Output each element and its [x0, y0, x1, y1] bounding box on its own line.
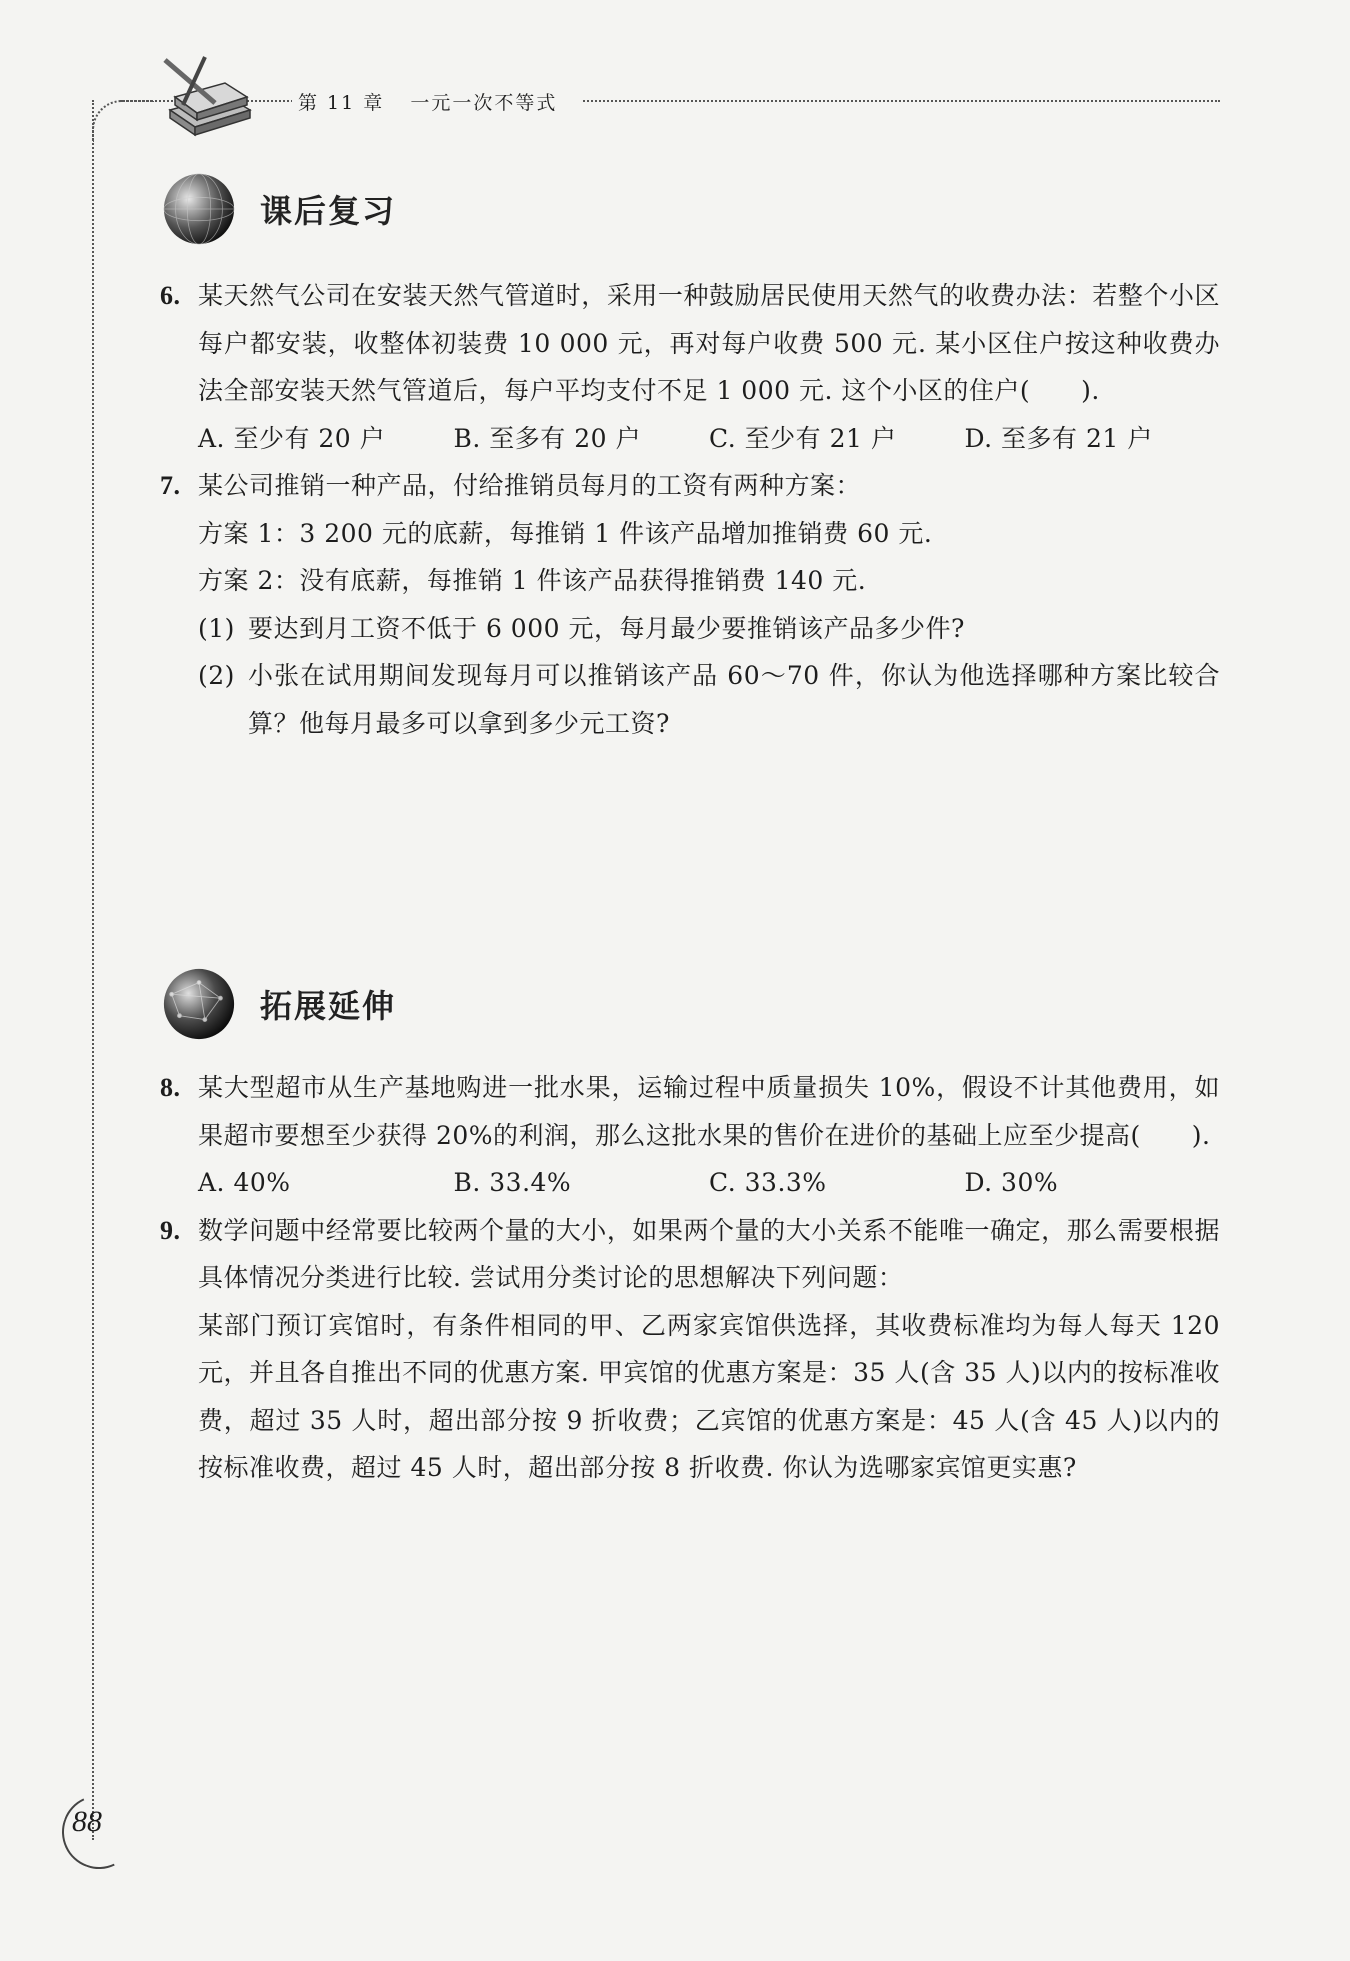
review-questions: [160, 272, 1220, 747]
section-extension-title: 拓展延伸: [260, 987, 397, 1025]
sub-question-1: [198, 605, 1220, 653]
chapter-number: 第 11 章: [298, 92, 385, 114]
options-row: [198, 1159, 1220, 1207]
question-text: 某公司推销一种产品，付给推销员每月的工资有两种方案：: [198, 471, 862, 500]
sub-question-text: 要达到月工资不低于 6 000 元，每月最少要推销该产品多少件?: [248, 613, 965, 643]
option-d: D. 至多有 21 户: [964, 423, 1153, 453]
question-number: 8.: [160, 1073, 181, 1102]
option-b: B. 至多有 20 户: [453, 423, 641, 453]
section-extension-heading: [160, 965, 396, 1043]
books-logo-icon: [155, 55, 255, 145]
option-d: D. 30%: [964, 1168, 1059, 1197]
question-number: 9.: [160, 1215, 181, 1245]
question-body: 某部门预订宾馆时，有条件相同的甲、乙两家宾馆供选择，其收费标准均为每人每天 120 元，并且各自推出不同的优惠方案. 甲宾馆的优惠方案是：35 人(含 35 人)以内的按标准收费，超过 35 人时，超出部分按 9 折收费；乙宾馆的优惠方案是：45 人(含 45 人)以内的按标准收费，超过 45 人时，超出部分按 8 折收费. 你认为选哪家宾馆更实惠?: [198, 1310, 1220, 1482]
question-number: 7.: [160, 471, 181, 500]
option-c: C. 至少有 21 户: [709, 423, 897, 453]
page-frame-left: [92, 100, 98, 1840]
section-review-title: 课后复习: [260, 192, 397, 230]
question-6: [160, 272, 1220, 462]
sub-question-number: (2): [198, 661, 235, 690]
header-divider: [120, 100, 1220, 102]
plan-2: 方案 2：没有底薪，每推销 1 件该产品获得推销费 140 元.: [198, 566, 867, 595]
section-review-heading: [160, 170, 396, 248]
question-text: 某天然气公司在安装天然气管道时，采用一种鼓励居民使用天然气的收费办法：若整个小区每户都安装，收整体初装费 10 000 元，再对每户收费 500 元. 某小区住户按这种收费办法全部安装天然气管道后，每户平均支付不足 1 000 元. 这个小区的住户( ).: [198, 281, 1220, 405]
question-text: 某大型超市从生产基地购进一批水果，运输过程中质量损失 10%，假设不计其他费用，如果超市要想至少获得 20%的利润，那么这批水果的售价在进价的基础上应至少提高( ).: [198, 1073, 1220, 1150]
option-b: B. 33.4%: [453, 1168, 572, 1197]
option-a: A. 40%: [198, 1168, 291, 1197]
question-7: [160, 462, 1220, 747]
page-frame-corner: [92, 100, 154, 142]
options-row: [198, 415, 1220, 463]
page-number: 88: [72, 1805, 102, 1838]
question-9: [160, 1207, 1220, 1492]
globe-icon: [160, 170, 238, 248]
extension-questions: [160, 1064, 1220, 1492]
question-text: 数学问题中经常要比较两个量的大小，如果两个量的大小关系不能唯一确定，那么需要根据具体情况分类进行比较. 尝试用分类讨论的思想解决下列问题：: [198, 1215, 1220, 1292]
running-header: [292, 88, 581, 115]
option-c: C. 33.3%: [709, 1168, 827, 1197]
plan-1: 方案 1：3 200 元的底薪，每推销 1 件该产品增加推销费 60 元.: [198, 518, 933, 548]
sub-question-text: 小张在试用期间发现每月可以推销该产品 60～70 件，你认为他选择哪种方案比较合算？他每月最多可以拿到多少元工资?: [248, 661, 1220, 738]
sub-question-2: [198, 652, 1220, 747]
question-8: [160, 1064, 1220, 1207]
option-a: A. 至少有 20 户: [198, 423, 386, 453]
network-globe-icon: [160, 965, 238, 1043]
sub-question-number: (1): [198, 613, 235, 643]
question-number: 6.: [160, 281, 181, 310]
chapter-title: 一元一次不等式: [410, 92, 558, 114]
